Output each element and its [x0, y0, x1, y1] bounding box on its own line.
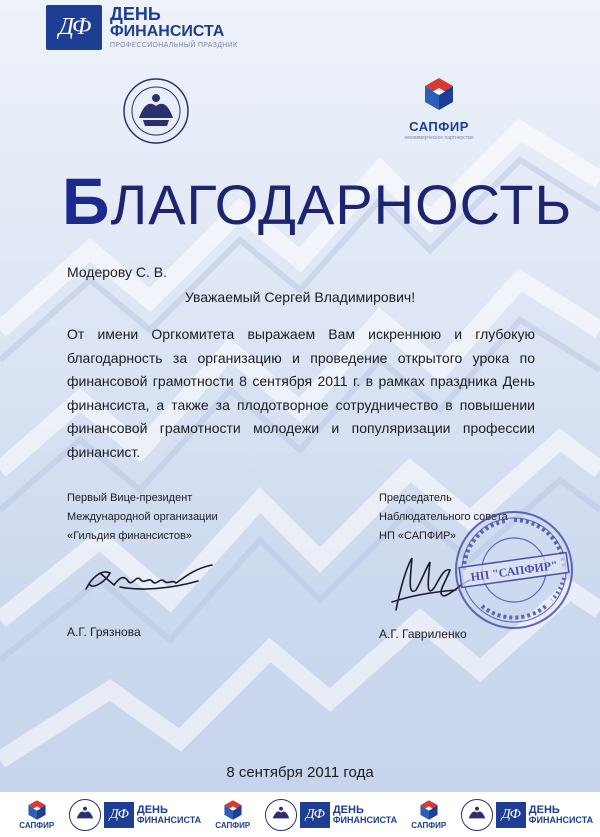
footer-day-logo	[300, 802, 397, 828]
signatory-left-line: «Гильдия финансистов»	[67, 530, 192, 542]
footer-monogram-box	[496, 802, 526, 828]
footer-monogram-box	[104, 802, 134, 828]
signatory-left-line: Первый Вице-президент	[67, 492, 193, 504]
salutation: Уважаемый Сергей Владимирович!	[184, 289, 416, 305]
stamp-icon	[452, 508, 576, 632]
sapfir-cube-icon	[421, 76, 457, 112]
brand-text	[110, 5, 237, 49]
title-first-letter: Б	[62, 164, 111, 238]
signatory-left-title	[67, 489, 218, 546]
signatory-right-line: Председатель	[379, 492, 452, 504]
footer-day-line2: ФИНАНСИСТА	[332, 814, 398, 825]
addressee: Модерову С. В.	[67, 264, 167, 280]
guild-emblem-icon	[121, 76, 191, 146]
footer-day-line2: ФИНАНСИСТА	[136, 814, 202, 825]
footer-sapfir-name: САПФИР	[19, 821, 55, 830]
footer-sapfir-logo	[399, 799, 459, 830]
signatory-right-name: А.Г. Гавриленко	[379, 627, 467, 641]
footer-day-line1: ДЕНЬ	[136, 803, 168, 816]
footer-monogram: ДФ	[305, 806, 324, 822]
footer-day-logo	[104, 802, 201, 828]
body-text: От имени Оргкомитета выражаем Вам искреннюю и глубокую благодарность за организацию и проведение открытого урока по финансовой грамотности 8 сентября 2011 г. в рамках праздника День финансиста, а также за плодотворное сотрудничество в повышении финансовой грамотности молодежи и популяризации профессии финансист.	[67, 326, 535, 460]
sapfir-subtitle: некоммерческое партнерство	[404, 135, 474, 141]
title-rest: ЛАГОДАРНОСТЬ	[110, 173, 573, 236]
sapfir-cube-icon	[418, 799, 440, 821]
footer-logo-strip	[0, 792, 600, 837]
signatory-left-line: Международной организации	[67, 511, 218, 523]
document-date: 8 сентября 2011 года	[226, 764, 374, 781]
footer-day-line1: ДЕНЬ	[528, 803, 560, 816]
footer-day-line2: ФИНАНСИСТА	[528, 814, 594, 825]
monogram: ДФ	[58, 13, 90, 40]
brand-tagline: ПРОФЕССИОНАЛЬНЫЙ ПРАЗДНИК	[110, 42, 238, 49]
signatory-right-line: НП «САПФИР»	[379, 530, 456, 542]
footer-guild-emblem-icon	[68, 798, 102, 832]
signatory-left-name: А.Г. Грязнова	[67, 625, 141, 639]
footer-sapfir-logo	[203, 799, 263, 830]
monogram-box	[46, 5, 102, 50]
footer-monogram: ДФ	[109, 806, 128, 822]
signature-left	[80, 555, 220, 605]
brand-line2: ФИНАНСИСТА	[110, 23, 225, 40]
signatory-right-line: Наблюдательного совета	[379, 511, 508, 523]
sapfir-cube-icon	[26, 799, 48, 821]
footer-day-logo	[496, 802, 593, 828]
footer-sapfir-name: САПФИР	[215, 821, 251, 830]
footer-monogram: ДФ	[501, 806, 520, 822]
sapfir-logo	[399, 76, 479, 141]
sapfir-name: САПФИР	[409, 119, 469, 134]
stamp-text: НП "САПФИР"	[469, 557, 559, 585]
brand-logo	[46, 3, 237, 51]
brand-line1: ДЕНЬ	[110, 4, 161, 24]
footer-monogram-box	[300, 802, 330, 828]
sapfir-cube-icon	[222, 799, 244, 821]
footer-guild-emblem-icon	[460, 798, 494, 832]
footer-sapfir-logo	[7, 799, 67, 830]
footer-guild-emblem-icon	[264, 798, 298, 832]
page-title	[62, 164, 573, 238]
footer-sapfir-name: САПФИР	[411, 821, 447, 830]
footer-day-line1: ДЕНЬ	[332, 803, 364, 816]
